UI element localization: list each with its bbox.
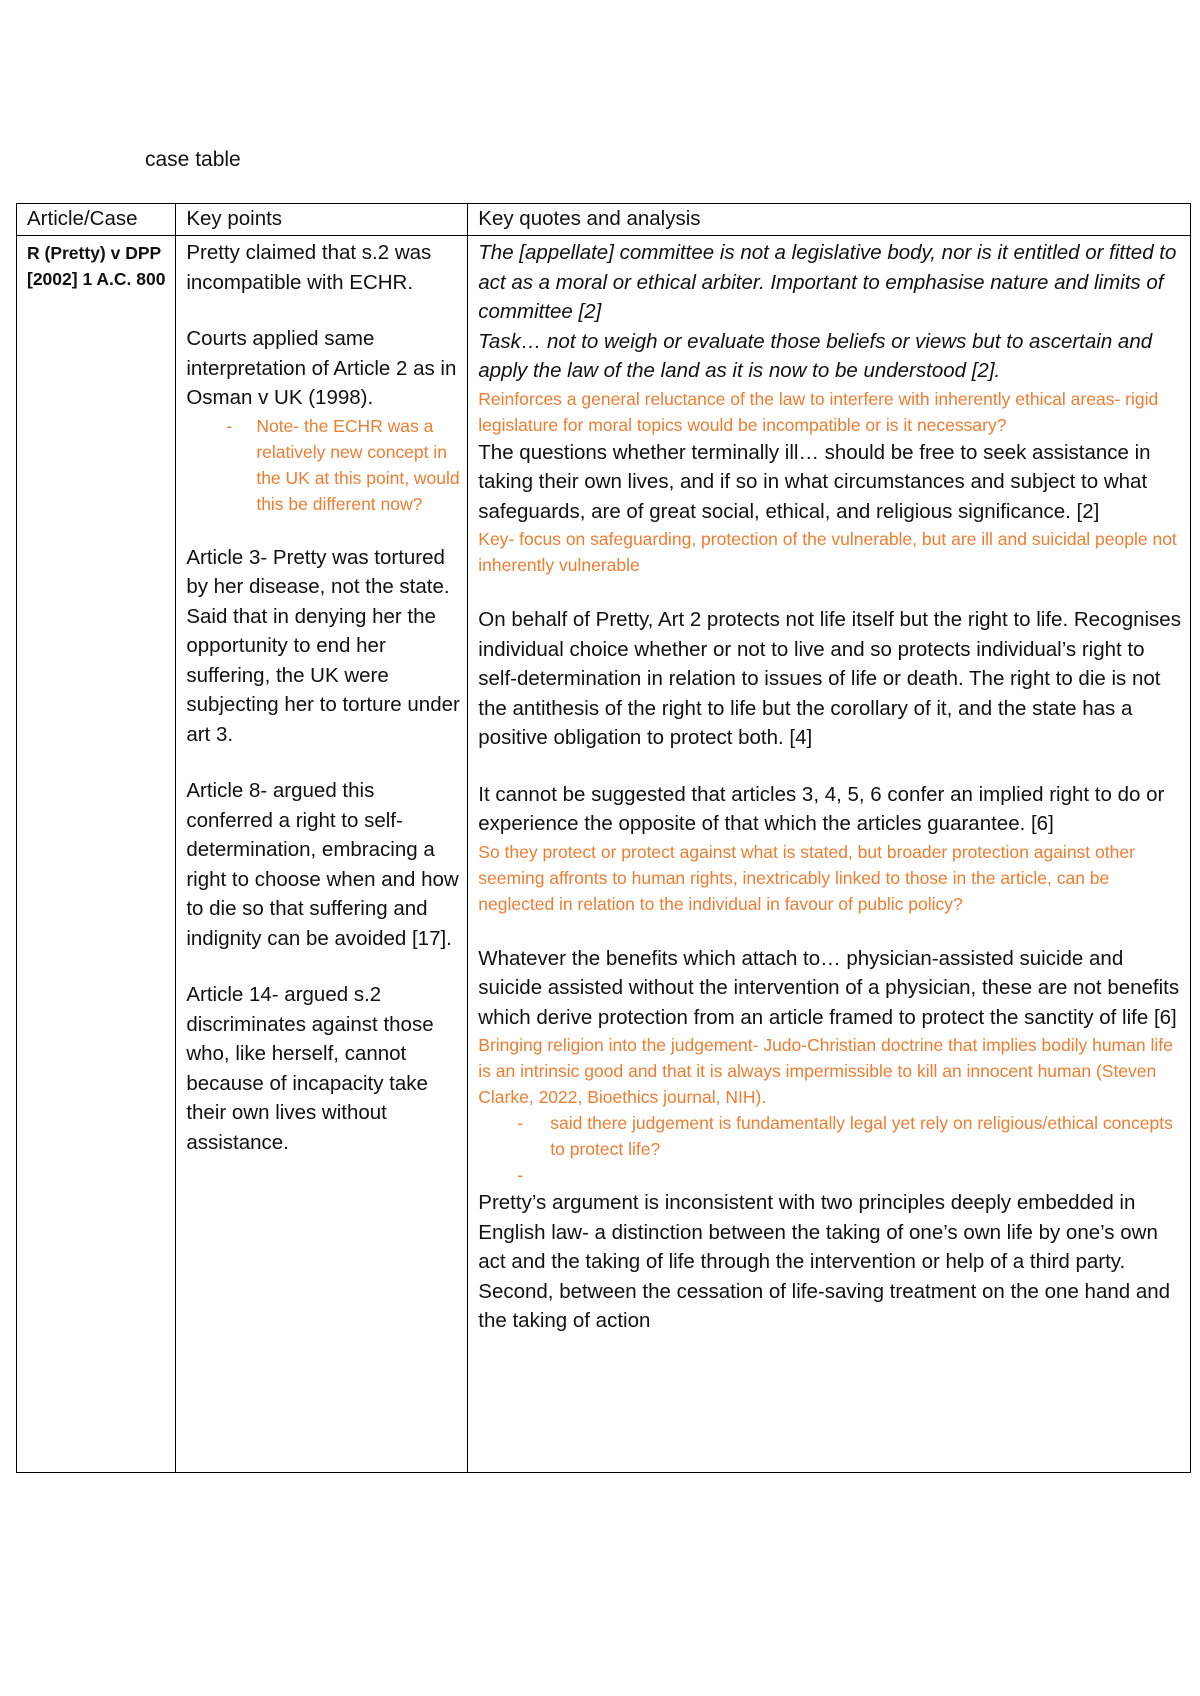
header-key-quotes: Key quotes and analysis (468, 204, 1191, 236)
analysis-note-4: Bringing religion into the judgement- Judo-Christian doctrine that implies bodily human life is an intrinsic good and that it is always impermissible to kill an innocent human (Steven Clarke, 2022, Bioethics journal, NIH). (478, 1035, 1173, 1107)
key-point-3: Article 3- Pretty was tortured by her disease, not the state. Said that in denying her the opportunity to end her suffering, the UK were subjecting her to torture under art 3. (186, 545, 460, 746)
case-name: R (Pretty) v DPP [2002] 1 A.C. 800 (27, 243, 166, 289)
analysis-sub-note-empty (550, 1162, 1184, 1188)
analysis-note-1: Reinforces a general reluctance of the law to interfere with inherently ethical areas- rigid legislature for moral topics would be incompatible or is it necessary? (478, 388, 1159, 435)
quote-4: On behalf of Pretty, Art 2 protects not life itself but the right to life. Recognises individual choice whether or not to live and so protects individual’s right to self-determination in relation to issues of life or death. The right to die is not the antithesis of the right to life but the corollary of it, and the state has a positive obligation to protect both. [4] (478, 608, 1181, 749)
key-point-1: Pretty claimed that s.2 was incompatible with ECHR. (186, 241, 432, 294)
analysis-cell (468, 236, 1191, 1473)
key-point-note: - Note- the ECHR was a relatively new concept in the UK at this point, would this be different now? (256, 413, 461, 517)
quote-7: Pretty’s argument is inconsistent with two principles deeply embedded in English law- a distinction between the taking of one’s own life by one’s own act and the taking of life through the intervention or help of a third party. Second, between the cessation of life-saving treatment on the one hand and the taking of action (478, 1191, 1171, 1332)
header-key-points: Key points (176, 204, 468, 236)
document-title: case table (145, 148, 241, 171)
key-point-2: Courts applied same interpretation of Article 2 as in Osman v UK (1998). (186, 327, 457, 409)
analysis-sub-note: - said there judgement is fundamentally legal yet rely on religious/ethical concepts to protect life? (550, 1110, 1184, 1162)
analysis-note-3: So they protect or protect against what is stated, but broader protection against other seeming affronts to human rights, inextricably linked to those in the article, can be neglected in relation to the individual in favour of public policy? (478, 841, 1135, 914)
analysis-sub-notes (478, 1110, 1184, 1188)
key-point-4: Article 8- argued this conferred a right to self-determination, embracing a right to choose when and how to die so that suffering and indignity can be avoided [17]. (186, 779, 459, 950)
key-point-notes (186, 413, 461, 517)
table-row (17, 236, 1191, 1473)
quote-1: The [appellate] committee is not a legislative body, nor is it entitled or fitted to act as a moral or ethical arbiter. Important to emphasise nature and limits of committee [2] (478, 241, 1177, 323)
key-points-cell (176, 236, 468, 1473)
quote-2: Task… not to weigh or evaluate those beliefs or views but to ascertain and apply the law of the land as it is now to be understood [2]. (478, 329, 1153, 382)
table-header-row (17, 204, 1191, 236)
header-article-case: Article/Case (17, 204, 176, 236)
quote-3: The questions whether terminally ill… should be free to seek assistance in taking their own lives, and if so in what circumstances and subject to what safeguards, are of great social, ethical, and religious significance. [2] (478, 440, 1151, 523)
quote-6: Whatever the benefits which attach to… physician-assisted suicide and suicide assisted without the intervention of a physician, these are not benefits which derive protection from an article framed to protect the sanctity of life [6] (478, 946, 1180, 1029)
case-cell (17, 236, 176, 1473)
key-point-5: Article 14- argued s.2 discriminates against those who, like herself, cannot because of incapacity take their own lives without assistance. (186, 983, 434, 1154)
quote-5: It cannot be suggested that articles 3, 4, 5, 6 confer an implied right to do or experience the opposite of that which the articles guarantee. [6] (478, 782, 1165, 835)
case-table (16, 203, 1191, 1473)
analysis-note-2: Key- focus on safeguarding, protection of the vulnerable, but are ill and suicidal people not inherently vulnerable (478, 529, 1177, 575)
